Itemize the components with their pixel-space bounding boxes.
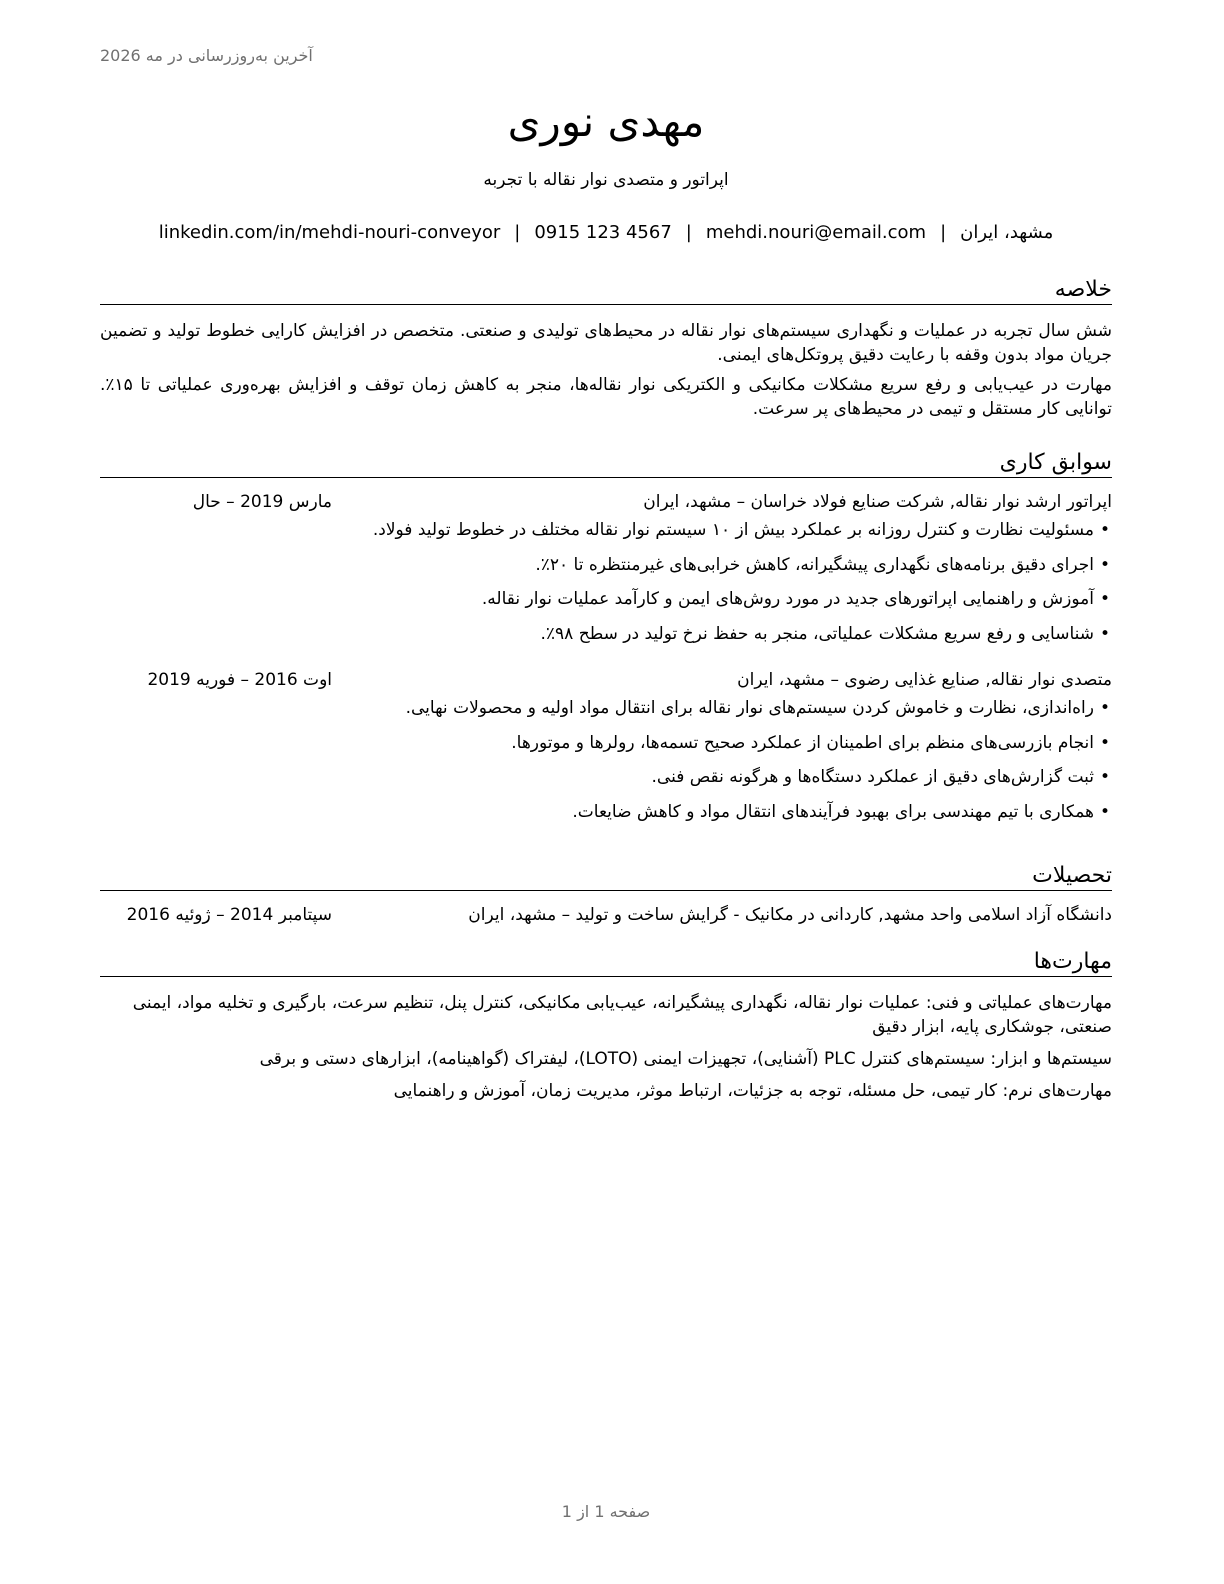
job-title: اپراتور ارشد نوار نقاله, شرکت صنایع فولاد خراسان – مشهد، ایران <box>643 492 1112 512</box>
summary-paragraph: مهارت در عیب‌یابی و رفع سریع مشکلات مکانیکی و الکتریکی نوار نقاله‌ها، منجر به کاهش زمان توقف و افزایش بهره‌وری عملیاتی تا ۱۵٪. توانایی کار مستقل و تیمی در محیط‌های پر سرعت. <box>100 375 1112 419</box>
contact-separator: | <box>685 222 692 243</box>
skills-line: مهارت‌های عملیاتی و فنی: عملیات نوار نقاله، نگهداری پیشگیرانه، عیب‌یابی مکانیکی، کنترل پنل، تنظیم سرعت، بارگیری و تخلیه مواد، ایمنی صنعتی، جوشکاری پایه، ابزار دقیق <box>132 993 1112 1037</box>
education-section <box>100 862 1112 931</box>
candidate-name: مهدی نوری <box>507 97 705 146</box>
job-title: متصدی نوار نقاله, صنایع غذایی رضوی – مشهد، ایران <box>737 670 1112 690</box>
skills-section <box>100 948 1112 1103</box>
summary-paragraph: شش سال تجربه در عملیات و نگهداری سیستم‌های نوار نقاله در محیط‌های تولیدی و صنعتی. متخصص در افزایش کارایی خطوط تولید و تضمین جریان مواد بدون وقفه با رعایت دقیق پروتکل‌های ایمنی. <box>100 321 1112 365</box>
job-bullet: • اجرای دقیق برنامه‌های نگهداری پیشگیرانه، کاهش خرابی‌های غیرمنتظره تا ۲۰٪. <box>100 553 1112 588</box>
education-heading <box>100 905 1112 931</box>
contact-separator: | <box>514 222 521 243</box>
job-bullet: • شناسایی و رفع سریع مشکلات عملیاتی، منجر به حفظ نرخ تولید در سطح ۹۸٪. <box>100 622 1112 657</box>
summary-section <box>100 276 1112 421</box>
job-bullet: • انجام بازرسی‌های منظم برای اطمینان از عملکرد صحیح تسمه‌ها، رولرها و موتورها. <box>100 731 1112 766</box>
section-title-experience: سوابق کاری <box>100 449 1112 478</box>
job-bullet-list <box>100 518 1112 656</box>
job-heading <box>100 670 1112 696</box>
candidate-subtitle: اپراتور و متصدی نوار نقاله با تجربه <box>483 170 729 190</box>
section-title-summary: خلاصه <box>100 276 1112 305</box>
job-bullet: • مسئولیت نظارت و کنترل روزانه بر عملکرد بیش از ۱۰ سیستم نوار نقاله مختلف در خطوط تولید فولاد. <box>100 518 1112 553</box>
job-bullet: • راه‌اندازی، نظارت و خاموش کردن سیستم‌های نوار نقاله برای انتقال مواد اولیه و محصولات نهایی. <box>100 696 1112 731</box>
job-date: اوت 2016 – فوریه 2019 <box>147 670 332 690</box>
skills-line: مهارت‌های نرم: کار تیمی، حل مسئله، توجه به جزئیات، ارتباط موثر، مدیریت زمان، آموزش و راهنمایی <box>393 1081 1112 1101</box>
job-heading <box>100 492 1112 518</box>
section-title-education: تحصیلات <box>100 862 1112 891</box>
last-updated-note: آخرین به‌روزرسانی در مه 2026 <box>100 46 313 65</box>
contact-line <box>100 222 1112 243</box>
job-bullet: • ثبت گزارش‌های دقیق از عملکرد دستگاه‌ها و هرگونه نقص فنی. <box>100 765 1112 800</box>
job-bullet: • آموزش و راهنمایی اپراتورهای جدید در مورد روش‌های ایمن و کارآمد عملیات نوار نقاله. <box>100 587 1112 622</box>
job-date: مارس 2019 – حال <box>192 492 332 512</box>
contact-linkedin[interactable]: linkedin.com/in/mehdi-nouri-conveyor <box>158 222 501 243</box>
page-number: صفحه 1 از 1 <box>561 1502 651 1521</box>
contact-separator: | <box>940 222 947 243</box>
skills-line: سیستم‌ها و ابزار: سیستم‌های کنترل PLC (آشنایی)، تجهیزات ایمنی (LOTO)، لیفتراک (گواهینامه)، ابزارهای دستی و برقی <box>259 1049 1112 1069</box>
experience-section <box>100 449 1112 834</box>
section-title-skills: مهارت‌ها <box>100 948 1112 977</box>
contact-email[interactable]: mehdi.nouri@email.com <box>705 222 927 243</box>
contact-phone: 0915 123 4567 <box>534 222 672 243</box>
education-title: دانشگاه آزاد اسلامی واحد مشهد, کاردانی در مکانیک - گرایش ساخت و تولید – مشهد، ایران <box>468 905 1112 925</box>
resume-page <box>100 0 1112 1584</box>
contact-location: مشهد، ایران <box>960 222 1054 243</box>
education-date: سپتامبر 2014 – ژوئیه 2016 <box>126 905 332 925</box>
job-bullet-list <box>100 696 1112 834</box>
job-bullet: • همکاری با تیم مهندسی برای بهبود فرآیندهای انتقال مواد و کاهش ضایعات. <box>100 800 1112 835</box>
